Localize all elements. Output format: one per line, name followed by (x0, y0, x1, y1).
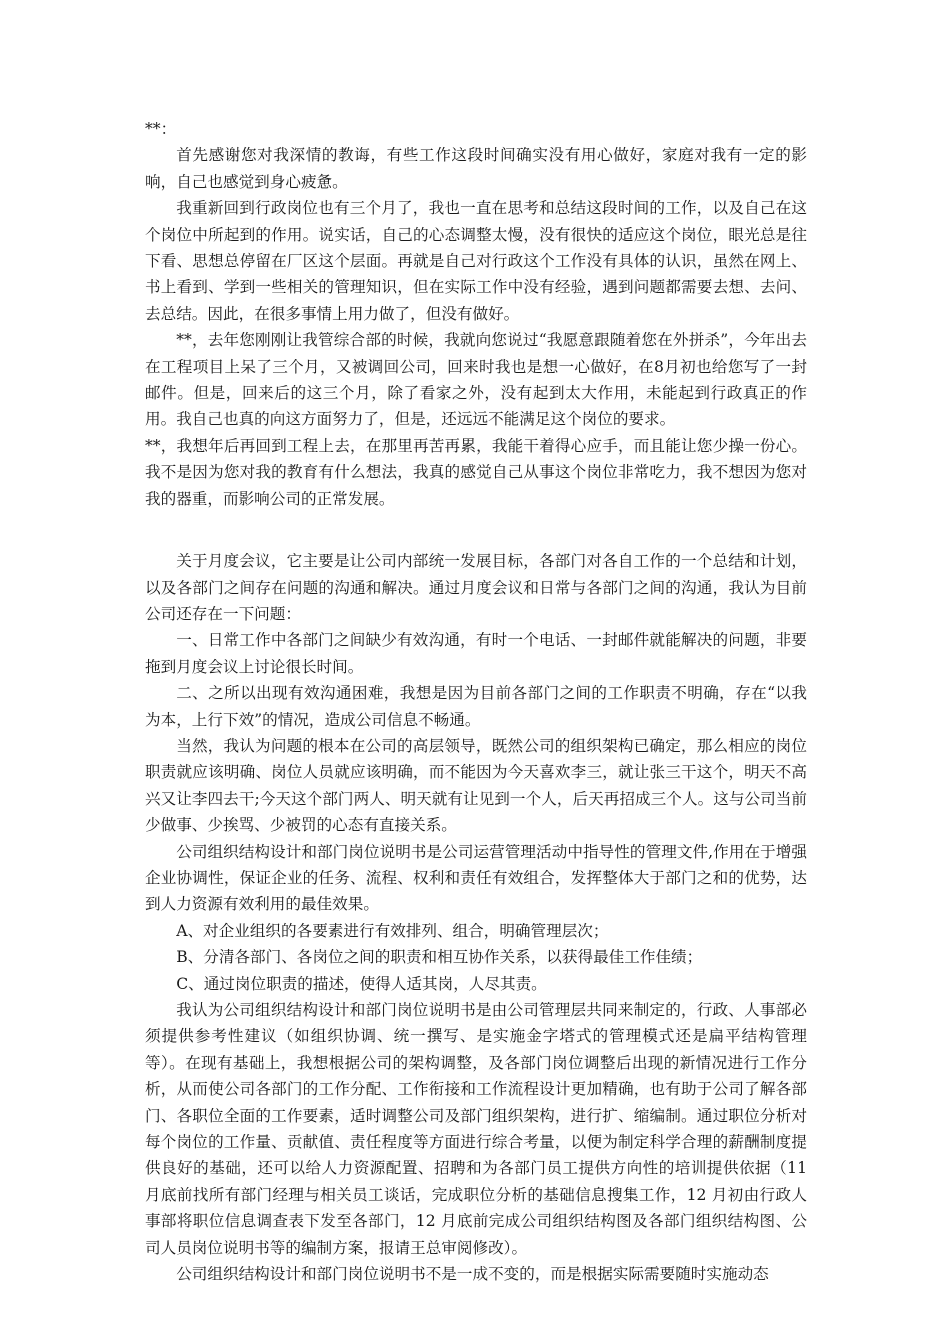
paragraph-9: 公司组织结构设计和部门岗位说明书是公司运营管理活动中指导性的管理文件,作用在于增强企业协调性，保证企业的任务、流程、权利和责任有效组合，发挥整体大于部门之和的优势，达到人力资源有效利用的最佳效果。 (145, 842, 807, 914)
paragraph-14: 公司组织结构设计和部门岗位说明书不是一成不变的，而是根据实际需要随时实施动态 (176, 1265, 769, 1284)
paragraph-1: 首先感谢您对我深情的教诲，有些工作这段时间确实没有用心做好，家庭对我有一定的影响，自己也感觉到身心疲惫。 (145, 146, 807, 191)
paragraph-8: 当然，我认为问题的根本在公司的高层领导，既然公司的组织架构已确定，那么相应的岗位职责就应该明确、岗位人员就应该明确，而不能因为今天喜欢李三，就让张三干这个，明天不高兴又让李四去干;今天这个部门两人、明天就有让见到一个人，后天再招成三个人。这与公司当前少做事、少挨骂、少被罚的心态有直接关系。 (145, 736, 807, 835)
paragraph-3: **，去年您刚刚让我管综合部的时候，我就向您说过“我愿意跟随着您在外拼杀”，今年出去在工程项目上呆了三个月，又被调回公司，回来时我也是想一心做好，在8月初也给您写了一封邮件。但是，回来后的这三个月，除了看家之外，没有起到太大作用，未能起到行政真正的作用。我自己也真的向这方面努力了，但是，还远远不能满足这个岗位的要求。 (145, 331, 807, 429)
list-item-c: C、通过岗位职责的描述，使得人适其岗，人尽其责。 (176, 974, 547, 993)
paragraph-7: 二、之所以出现有效沟通困难，我想是因为目前各部门之间的工作职责不明确，存在“以我为本，上行下效”的情况，造成公司信息不畅通。 (145, 684, 807, 729)
salutation: **： (145, 120, 177, 138)
paragraph-2: 我重新回到行政岗位也有三个月了，我也一直在思考和总结这段时间的工作，以及自己在这个岗位中所起到的作用。说实话，自己的心态调整太慢，没有很快的适应这个岗位，眼光总是往下看、思想总停留在厂区这个层面。再就是自己对行政这个工作没有具体的认识，虽然在网上、书上看到、学到一些相关的管理知识，但在实际工作中没有经验，遇到问题都需要去想、去问、去总结。因此，在很多事情上用力做了，但没有做好。 (145, 199, 807, 323)
paragraph-4: **，我想年后再回到工程上去，在那里再苦再累，我能干着得心应手，而且能让您少操一份心。我不是因为您对我的教育有什么想法，我真的感觉自己从事这个岗位非常吃力，我不想因为您对我的器重，而影响公司的正常发展。 (145, 436, 807, 508)
paragraph-6: 一、日常工作中各部门之间缺少有效沟通，有时一个电话、一封邮件就能解决的问题，非要拖到月度会议上讨论很长时间。 (145, 631, 807, 676)
document-body (145, 116, 807, 1287)
paragraph-5: 关于月度会议，它主要是让公司内部统一发展目标，各部门对各自工作的一个总结和计划，以及各部门之间存在问题的沟通和解决。通过月度会议和日常与各部门之间的沟通，我认为目前公司还存在一下问题： (145, 552, 807, 623)
paragraph-13: 我认为公司组织结构设计和部门岗位说明书是由公司管理层共同来制定的，行政、人事部必须提供参考性建议（如组织协调、统一撰写、是实施金字塔式的管理模式还是扁平结构管理等）。在现有基础上，我想根据公司的架构调整，及各部门岗位调整后出现的新情况进行工作分析，从而使公司各部门的工作分配、工作衔接和工作流程设计更加精确，也有助于公司了解各部门、各职位全面的工作要素，适时调整公司及部门组织架构，进行扩、缩编制。通过职位分析对每个岗位的工作量、贡献值、责任程度等方面进行综合考量，以便为制定科学合理的薪酬制度提供良好的基础，还可以给人力资源配置、招聘和为各部门员工提供方向性的培训提供依据（11 月底前找所有部门经理与相关员工谈话，完成职位分析的基础信息搜集工作，12 月初由行政人事部将职位信息调查表下发至各部门，12 月底前完成公司组织结构图及各部门组织结构图、公司人员岗位说明书等的编制方案，报请王总审阅修改）。 (145, 1001, 807, 1257)
list-item-a: A、对企业组织的各要素进行有效排列、组合，明确管理层次； (176, 921, 609, 940)
section-gap (145, 512, 807, 548)
list-item-b: B、分清各部门、各岗位之间的职责和相互协作关系，以获得最佳工作佳绩； (176, 948, 703, 967)
